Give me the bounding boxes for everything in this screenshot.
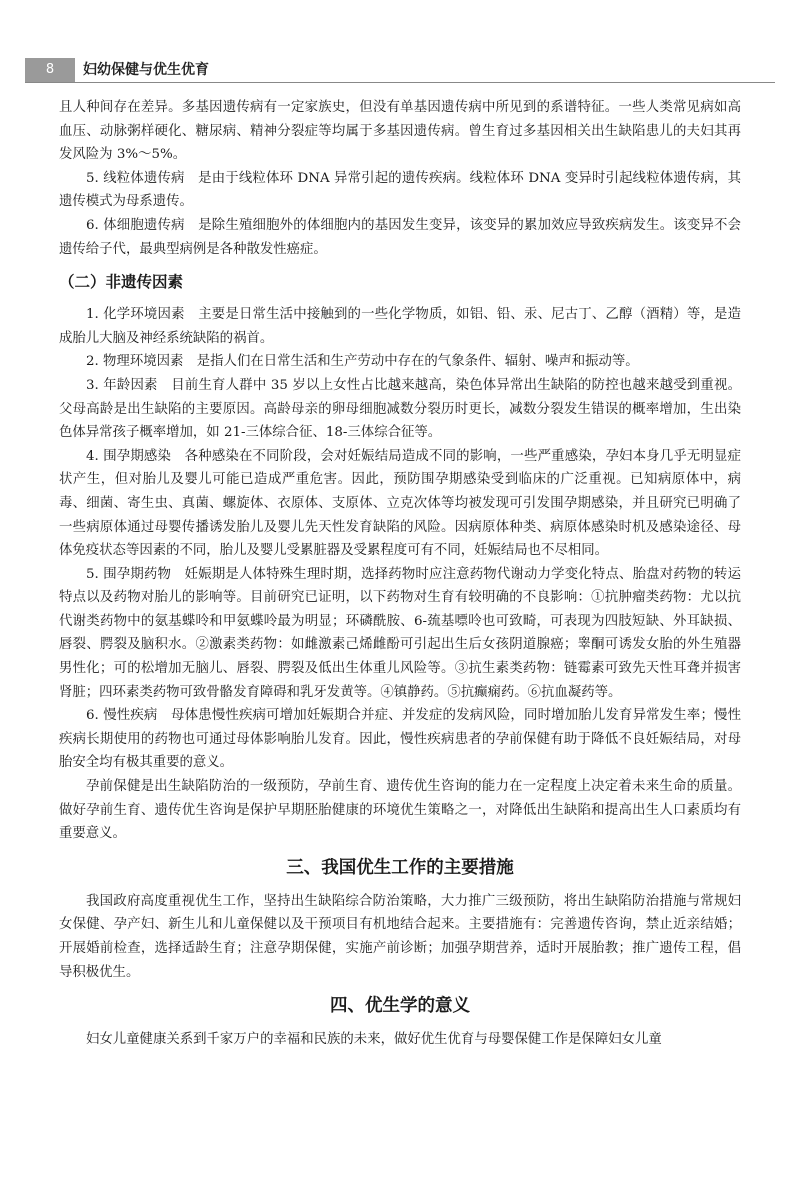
page-header <box>25 58 775 82</box>
item-lead: 3. 年龄因素 <box>86 377 158 393</box>
item-text: 是由于线粒体环 DNA 异常引起的遗传疾病。线粒体环 DNA 变异时引起线粒体遗传病，其遗传模式为母系遗传。 <box>59 170 741 210</box>
item-lead: 4. 围孕期感染 <box>86 448 172 464</box>
paragraph-chronic <box>59 704 741 775</box>
item-text: 主要是日常生活中接触到的一些化学物质，如铝、铅、汞、尼古丁、乙醇（酒精）等，是造成胎儿大脑及神经系统缺陷的祸首。 <box>59 307 741 346</box>
paragraph-mitochondrial <box>59 167 741 214</box>
running-title: 妇幼保健与优生优育 <box>83 62 209 78</box>
item-text: 各种感染在不同阶段，会对妊娠结局造成不同的影响，一些严重感染，孕妇本身几乎无明显症状产生，但对胎儿及婴儿可能已造成严重危害。因此，预防围孕期感染受到临床的广泛重视。已知病原体中，病毒、细菌、寄生虫、真菌、螺旋体、衣原体、支原体、立克次体等均被发现可引发围孕期感染，并且研究已明确了一些病原体通过母婴传播诱发胎儿及婴儿先天性发育缺陷的风险。因病原体种类、病原体感染时机及感染途径、母体免疫状态等因素的不同，胎儿及婴儿受累脏器及受累程度可有不同，妊娠结局也不尽相同。 <box>59 448 741 559</box>
item-lead: 5. 线粒体遗传病 <box>86 170 185 186</box>
paragraph-physical <box>59 350 741 374</box>
section-title-3: 三、我国优生工作的主要措施 <box>286 857 514 878</box>
item-text: 妊娠期是人体特殊生理时期，选择药物时应注意药物代谢动力学变化特点、胎盘对药物的转运特点以及药物对胎儿的影响等。目前研究已证明，以下药物对生育有较明确的不良影响：①抗肿瘤类药物：尤以抗代谢类药物中的氨基蝶呤和甲氨蝶呤最为明显；环磷酰胺、6-巯基嘌呤也可致畸，可表现为四肢短缺、外耳缺损、唇裂、腭裂及脑积水。②激素类药物：如雌激素己烯雌酚可引起出生后女孩阴道腺癌；睾酮可诱发女胎的外生殖器男性化；可的松增加无脑儿、唇裂、腭裂及低出生体重儿风险等。③抗生素类药物：链霉素可致先天性耳聋并损害肾脏；四环素类药物可致骨骼发育障碍和乳牙发黄等。④镇静药。⑤抗癫痫药。⑥抗血凝药等。 <box>59 566 741 700</box>
paragraph-chemical <box>59 303 741 350</box>
item-text: 母体患慢性疾病可增加妊娠期合并症、并发症的发病风险，同时增加胎儿发育异常发生率；慢性疾病长期使用的药物也可通过母体影响胎儿发育。因此，慢性疾病患者的孕前保健有助于降低不良妊娠结局，对母胎安全均有极其重要的意义。 <box>59 708 741 771</box>
item-lead: 2. 物理环境因素 <box>86 354 184 370</box>
item-lead: 6. 慢性疾病 <box>86 708 158 724</box>
paragraph-section-3: 我国政府高度重视优生工作，坚持出生缺陷综合防治策略，大力推广三级预防，将出生缺陷防治措施与常规妇女保健、孕产妇、新生儿和儿童保健以及干预项目有机地结合起来。主要措施有：完善遗传咨询，禁止近亲结婚；开展婚前检查，选择适龄生育；注意孕期保健，实施产前诊断；加强孕期营养，适时开展胎教；推广遗传工程，倡导积极优生。 <box>59 893 741 980</box>
item-text: 目前生育人群中 35 岁以上女性占比越来越高，染色体异常出生缺陷的防控也越来越受到重视。父母高龄是出生缺陷的主要原因。高龄母亲的卵母细胞减数分裂历时更长，减数分裂发生错误的概率增加，生出染色体异常孩子概率增加，如 21-三体综合征、18-三体综合征等。 <box>59 377 741 441</box>
header-rule <box>25 82 775 83</box>
paragraph-age <box>59 374 741 445</box>
paragraph-somatic <box>59 214 741 261</box>
paragraph-preconception: 孕前保健是出生缺陷防治的一级预防，孕前生育、遗传优生咨询的能力在一定程度上决定着未来生命的质量。做好孕前生育、遗传优生咨询是保护早期胚胎健康的环境优生策略之一，对降低出生缺陷和提高出生人口素质均有重要意义。 <box>59 779 741 842</box>
item-lead: 1. 化学环境因素 <box>86 307 185 323</box>
item-lead: 6. 体细胞遗传病 <box>86 217 185 233</box>
page-content <box>59 96 741 1052</box>
item-lead: 5. 围孕期药物 <box>86 566 172 582</box>
paragraph-section-4: 妇女儿童健康关系到千家万户的幸福和民族的未来，做好优生优育与母婴保健工作是保障妇女儿童 <box>86 1032 662 1048</box>
section-title-4: 四、优生学的意义 <box>330 996 470 1017</box>
subsection-title: （二）非遗传因素 <box>59 273 184 292</box>
item-text: 是除生殖细胞外的体细胞内的基因发生变异，该变异的累加效应导致疾病发生。该变异不会遗传给子代，最典型病例是各种散发性癌症。 <box>59 217 741 257</box>
paragraph-infection <box>59 445 741 563</box>
paragraph-continued: 且人种间存在差异。多基因遗传病有一定家族史，但没有单基因遗传病中所见到的系谱特征。一些人类常见病如高血压、动脉粥样硬化、糖尿病、精神分裂症等均属于多基因遗传病。曾生育过多基因相关出生缺陷患儿的夫妇其再发风险为 3%～5%。 <box>59 100 741 163</box>
item-text: 是指人们在日常生活和生产劳动中存在的气象条件、辐射、噪声和振动等。 <box>196 354 639 370</box>
page-number: 8 <box>25 58 75 82</box>
paragraph-drugs <box>59 563 741 705</box>
